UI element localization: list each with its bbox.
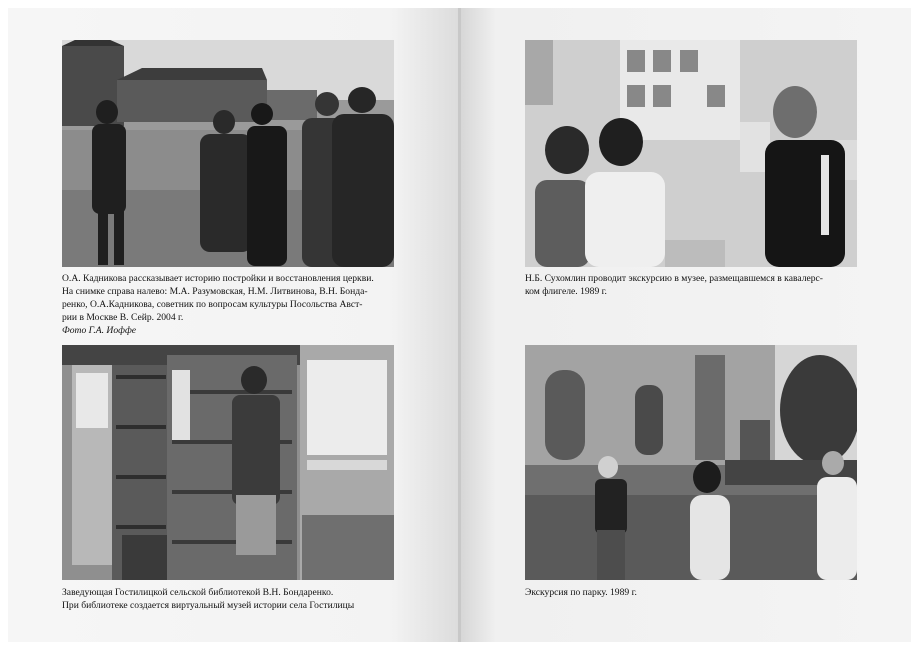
caption-line: О.А. Кадникова рассказывает историю постройки и восстановления церкви. [62, 273, 374, 284]
caption-line: Экскурсия по парку. 1989 г. [525, 587, 637, 598]
caption-line: При библиотеке создается виртуальный музей истории села Гостилицы [62, 600, 355, 611]
caption-line: ком флигеле. 1989 г. [525, 286, 607, 297]
book-gutter [458, 8, 461, 642]
photo-library-librarian [62, 345, 394, 580]
caption-line: Заведующая Гостилицкой сельской библиотекой В.Н. Бондаренко. [62, 587, 334, 598]
caption-line: Н.Б. Сухомлин проводит экскурсию в музее, размещавшемся в кавалерс- [525, 273, 823, 284]
photo-credit: Фото Г.А. Иоффе [62, 325, 137, 336]
caption-park-tour [525, 586, 859, 599]
caption-library-librarian [62, 586, 396, 612]
photo-village-group [62, 40, 394, 267]
caption-line: рии в Москве В. Сейр. 2004 г. [62, 312, 184, 323]
caption-village-group [62, 272, 396, 337]
photo-museum-tour [525, 40, 857, 267]
caption-line: На снимке справа налево: М.А. Разумовская, Н.М. Литвинова, В.Н. Бонда- [62, 286, 368, 297]
photo-park-tour [525, 345, 857, 580]
caption-museum-tour [525, 272, 859, 298]
caption-line: ренко, О.А.Кадникова, советник по вопросам культуры Посольства Авст- [62, 299, 363, 310]
